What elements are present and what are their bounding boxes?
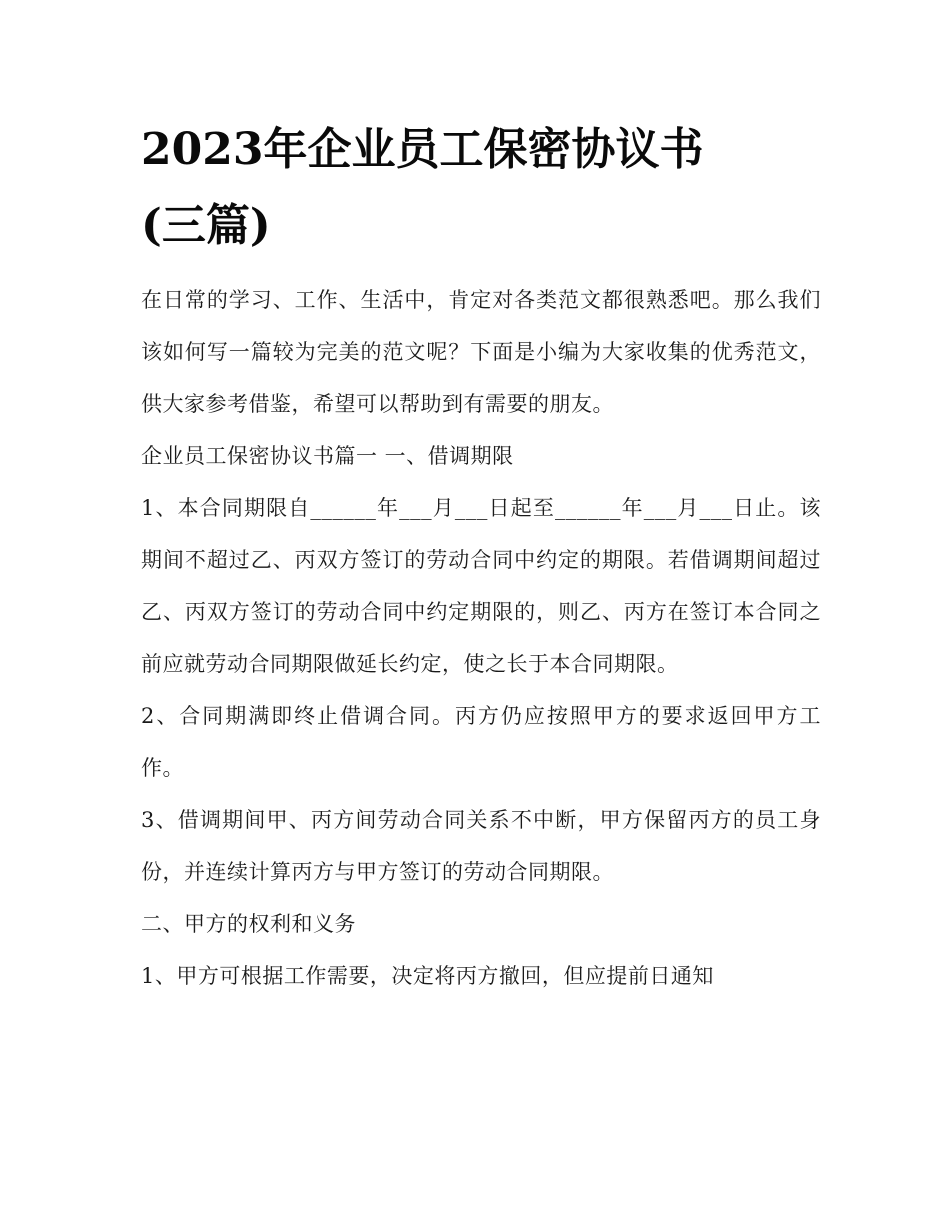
clause-paragraph: 1、甲方可根据工作需要，决定将丙方撤回，但应提前日通知 [141,964,714,988]
clause-paragraph: 3、借调期间甲、丙方间劳动合同关系不中断，甲方保留丙方的员工身份，并连续计算丙方与甲方签订的劳动合同期限。 [141,808,821,884]
document-content [141,112,821,1002]
clause-paragraph: 2、合同期满即终止借调合同。丙方仍应按照甲方的要求返回甲方工作。 [141,704,821,780]
document-body [141,274,821,1002]
document-title [141,112,821,264]
document-title-line-2: (三篇) [141,200,271,251]
document-title-line-1: 2023年企业员工保密协议书 [141,124,704,175]
section-heading-one: 企业员工保密协议书篇一 一、借调期限 [141,444,514,468]
clause-paragraph: 1、本合同期限自______年___月___日起至______年___月___日止。该期间不超过乙、丙双方签订的劳动合同中约定的期限。若借调期间超过乙、丙双方签订的劳动合同中约定期限的，则乙、丙方在签订本合同之前应就劳动合同期限做延长约定，使之长于本合同期限。 [141,496,821,676]
intro-paragraph: 在日常的学习、工作、生活中，肯定对各类范文都很熟悉吧。那么我们该如何写一篇较为完美的范文呢？下面是小编为大家收集的优秀范文，供大家参考借鉴，希望可以帮助到有需要的朋友。 [141,288,821,416]
section-heading-two: 二、甲方的权利和义务 [141,912,356,936]
